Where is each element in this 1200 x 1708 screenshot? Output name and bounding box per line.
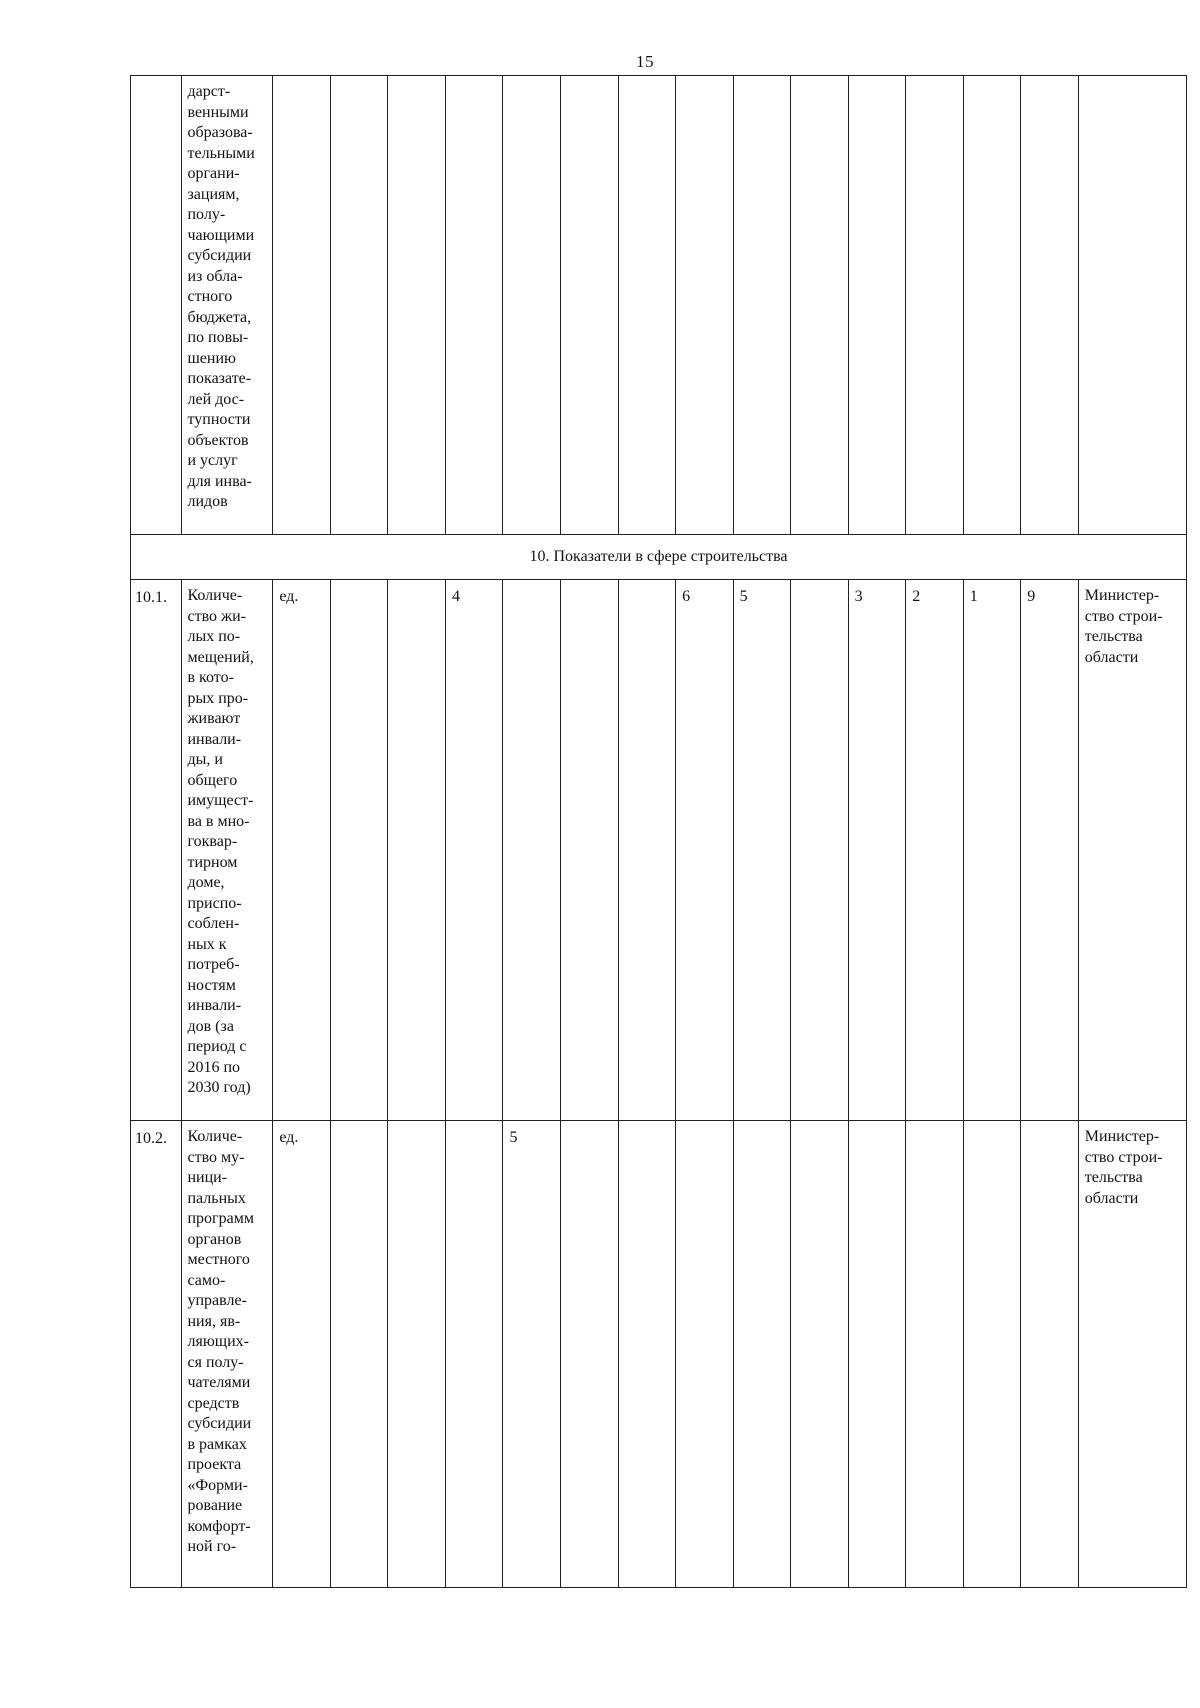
value: 2 (912, 588, 921, 605)
value-cell (791, 1121, 849, 1588)
row-number-cell (131, 580, 182, 1121)
value-cell (618, 580, 676, 1121)
value-cell (561, 580, 619, 1121)
value-cell (330, 1121, 388, 1588)
value (849, 1121, 906, 1132)
value-cell (618, 76, 676, 535)
indicator-name-cell (182, 76, 273, 535)
value-cell (848, 580, 906, 1121)
value (388, 1121, 445, 1132)
value-cell (676, 76, 734, 535)
value-cell (963, 1121, 1021, 1588)
indicators-table (130, 75, 1187, 1588)
value (791, 1121, 848, 1132)
indicator-name-cell (182, 580, 273, 1121)
value (503, 580, 560, 591)
value (619, 580, 676, 591)
value-cell (906, 580, 964, 1121)
value-cell (561, 76, 619, 535)
value-cell (445, 580, 503, 1121)
unit-label: ед. (279, 1129, 299, 1146)
value-cell (445, 1121, 503, 1588)
value (619, 1121, 676, 1132)
value: 5 (739, 588, 748, 605)
value-cell (388, 76, 446, 535)
value: 6 (682, 588, 691, 605)
value: 3 (854, 588, 863, 605)
value-cell (676, 1121, 734, 1588)
value (734, 1121, 791, 1132)
value (791, 580, 848, 591)
value (964, 1121, 1021, 1132)
value-cell (733, 1121, 791, 1588)
value-cell (1021, 76, 1079, 535)
value-cell (618, 1121, 676, 1588)
value-cell (791, 76, 849, 535)
value-cell (848, 1121, 906, 1588)
table-row (131, 580, 1187, 1121)
value-cell (848, 76, 906, 535)
value (446, 1121, 503, 1132)
section-title: 10. Показатели в сфере строительства (131, 535, 1187, 580)
section-header-row (131, 535, 1187, 580)
value-cell (791, 580, 849, 1121)
value-cell (906, 76, 964, 535)
value (676, 1121, 733, 1132)
responsible-cell (1078, 1121, 1186, 1588)
table-row (131, 1121, 1187, 1588)
indicator-name: Количе- ство му- ници- пальных программ органов местного само- управле- ния, яв- ляющих- ся полу- чателями средств субсидии в рамках проекта «Форми- рование комфорт- ной го- (187, 1128, 254, 1555)
value-cell (388, 1121, 446, 1588)
value-cell (733, 76, 791, 535)
value-cell (963, 76, 1021, 535)
value-cell (963, 580, 1021, 1121)
value (906, 1121, 963, 1132)
table-row-continued (131, 76, 1187, 535)
unit-cell (273, 1121, 331, 1588)
value-cell (330, 580, 388, 1121)
indicator-name: дарст- венными образова- тельными органи- зациям, полу- чающими субсидии из обла- стного бюджета, по повы- шению показате- лей дос- тупности объектов и услуг для инва- лидов (187, 83, 255, 510)
value-cell (676, 580, 734, 1121)
responsible-cell (1078, 76, 1186, 535)
value-cell (503, 580, 561, 1121)
row-number: 10.2. (135, 1130, 167, 1147)
unit-cell (273, 76, 331, 535)
responsible-cell (1078, 580, 1186, 1121)
value (331, 580, 388, 591)
value: 4 (451, 588, 460, 605)
value: 9 (1027, 588, 1036, 605)
value (561, 1121, 618, 1132)
unit-cell (273, 580, 331, 1121)
value (331, 1121, 388, 1132)
unit-label: ед. (279, 588, 299, 605)
value-cell (330, 76, 388, 535)
value (388, 580, 445, 591)
value-cell (388, 580, 446, 1121)
row-number-cell (131, 76, 182, 535)
value-cell (445, 76, 503, 535)
value-cell (733, 580, 791, 1121)
value-cell (503, 1121, 561, 1588)
responsible-body: Министер- ство строи- тельства области (1084, 1128, 1163, 1207)
value-cell (1021, 580, 1079, 1121)
value: 5 (509, 1129, 518, 1146)
responsible-body: Министер- ство строи- тельства области (1084, 587, 1163, 666)
page-number: 15 (636, 52, 654, 71)
indicator-name: Количе- ство жи- лых по- мещений, в кото- рых про- живают инвали- ды, и общего имущест- ва в мно- гоквар- тирном доме, приспо- соблен- ных к потреб- ностям инвали- дов (за период с 2016 по 2030 год) (187, 587, 254, 1096)
row-number-cell (131, 1121, 182, 1588)
value: 1 (969, 588, 978, 605)
value-cell (503, 76, 561, 535)
indicator-name-cell (182, 1121, 273, 1588)
value-cell (561, 1121, 619, 1588)
value (561, 580, 618, 591)
value-cell (906, 1121, 964, 1588)
row-number: 10.1. (135, 589, 167, 606)
value-cell (1021, 1121, 1079, 1588)
value (1021, 1121, 1078, 1132)
